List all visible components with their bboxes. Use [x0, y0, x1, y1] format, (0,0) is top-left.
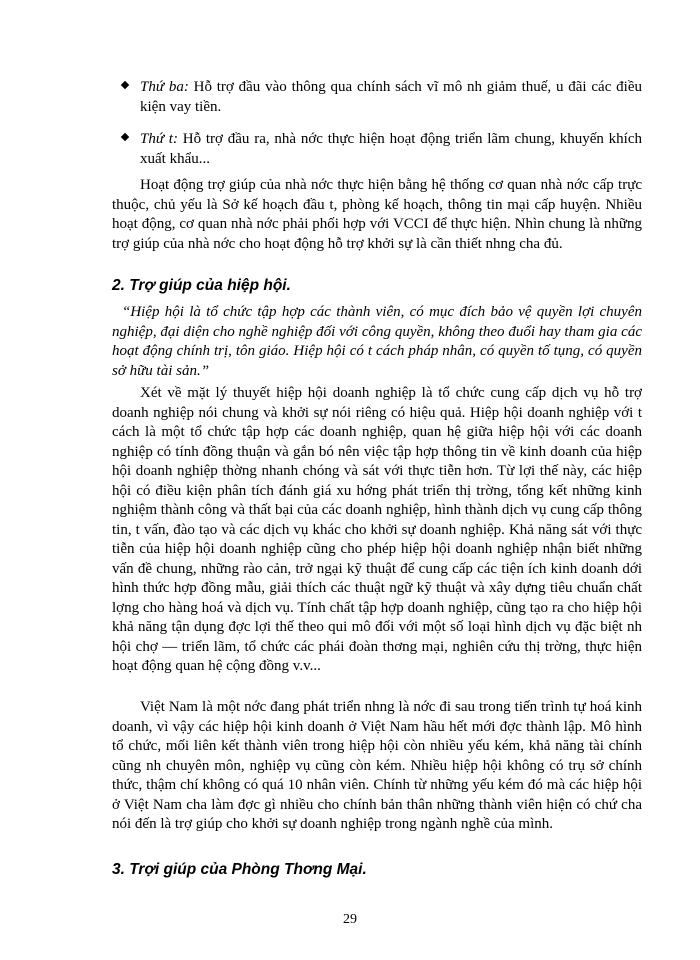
section-heading-associations: 2. Trợ giúp của hiệp hội. — [112, 277, 291, 294]
bullet-marker-icon — [121, 81, 129, 89]
bullet-lead: Thứ t: — [140, 131, 178, 147]
paragraph-vietnam-associations: Việt Nam là một nớc đang phát triển nhng là nớc đi sau trong tiến trình tự hoá kinh doanh, vì vậy các hiệp hội kinh doanh ở Việt Nam hầu hết mới đợc thành lập. Mô hình tổ chức, mối liên kết thành viên trong hiệp hội còn nhiều yếu kém, khả năng tài chính cũng nh chuyên môn, nghiệp vụ cũng còn kém. Nhiều hiệp hội không có trụ sở chính thức, thậm chí không có quá 10 nhân viên. Chính từ những yếu kém đó mà các hiệp hội ở Việt Nam cha làm đợc gì nhiều cho chính bản thân những thành viên hiện có chứ cha nói đến là trợ giúp cho khởi sự doanh nghiệp trong ngành nghề của mình. — [112, 699, 642, 832]
bullet-lead: Thứ ba: — [140, 79, 189, 95]
paragraph-association-theory: Xét về mặt lý thuyết hiệp hội doanh nghiệp là tổ chức cung cấp dịch vụ hỗ trợ doanh nghiệp nói chung và khởi sự nói riêng có hiệu quả. Hiệp hội doanh nghiệp với t cách là một tổ chức tập hợp các doanh nghiệp, quan hệ giữa hiệp hội với các doanh nghiệp có tính đồng thuận và gắn bó nên việc tập hợp thông tin về kinh doanh của hiệp hội doanh nghiệp thờng nhanh chóng và sát với thực tiễn hơn. Từ lợi thế này, các hiệp hội có điều kiện phân tích đánh giá xu hớng phát triển thị trờng, tổng kết những kinh nghiệm thành công và thất bại của các doanh nghiệp, hình thành dịch vụ cung cấp thông tin, t vấn, đào tạo và các dịch vụ khác cho khởi sự doanh nghiệp. Khả năng sát với thực tiễn của hiệp hội doanh nghiệp cũng cho phép hiệp hội doanh nghiệp nhận biết những vấn đề chung, những rào cản, trở ngại kỹ thuật để cung cấp các tiện ích kinh doanh dới hình thức hợp đồng mẫu, giải thích các thuật ngữ kỹ thuật và xây dựng tiêu chuẩn chất lợng cho hàng hoá và dịch vụ. Tính chất tập hợp doanh nghiệp, cũng tạo ra cho hiệp hội khả năng tận dụng đợc lợi thế theo qui mô đối với một số loại hình dịch vụ đặc biệt nh hội chợ — triển lãm, tổ chức các phái đoàn thơng mại, nghiên cứu thị trờng, thực hiện hoạt động quan hệ cộng đồng v.v... — [112, 385, 642, 674]
bullet-text — [140, 130, 642, 169]
bullet-text — [140, 78, 642, 117]
bullet-body: Hỗ trợ đầu ra, nhà nớc thực hiện hoạt động triển lãm chung, khuyến khích xuất khẩu... — [140, 131, 643, 167]
page-number: 29 — [343, 912, 357, 927]
bullet-item-thu-ba — [112, 78, 642, 117]
bullet-item-thu-tu — [112, 130, 642, 169]
paragraph-state-support: Hoạt động trợ giúp của nhà nớc thực hiện bằng hệ thống cơ quan nhà nớc cấp trực thuộc, chủ yếu là Sở kế hoạch đầu t, phòng kế hoạch, thông tin mại cấp huyện. Nhiều hoạt động, cơ quan nhà nớc phải phối hợp với VCCI để thực hiện. Nhìn chung là những trợ giúp của nhà nớc cho hoạt động hỗ trợ khởi sự là cần thiết nhng cha đủ. — [112, 177, 642, 252]
association-definition-quote: “Hiệp hội là tổ chức tập hợp các thành viên, có mục đích bảo vệ quyền lợi chuyên nghiệp, đại diện cho nghề nghiệp đối với công quyền, không theo đuổi hay tham gia các hoạt động chính trị, tôn giáo. Hiệp hội có t cách pháp nhân, có quyền tố tụng, có quyền sở hữu tài sản.” — [112, 304, 642, 379]
section-heading-chamber-of-commerce: 3. Trợi giúp của Phòng Thơng Mại. — [112, 861, 367, 878]
bullet-body: Hỗ trợ đầu vào thông qua chính sách vĩ mô nh giảm thuế, u đãi các điều kiện vay tiền. — [140, 79, 642, 115]
bullet-marker-icon — [121, 133, 129, 141]
